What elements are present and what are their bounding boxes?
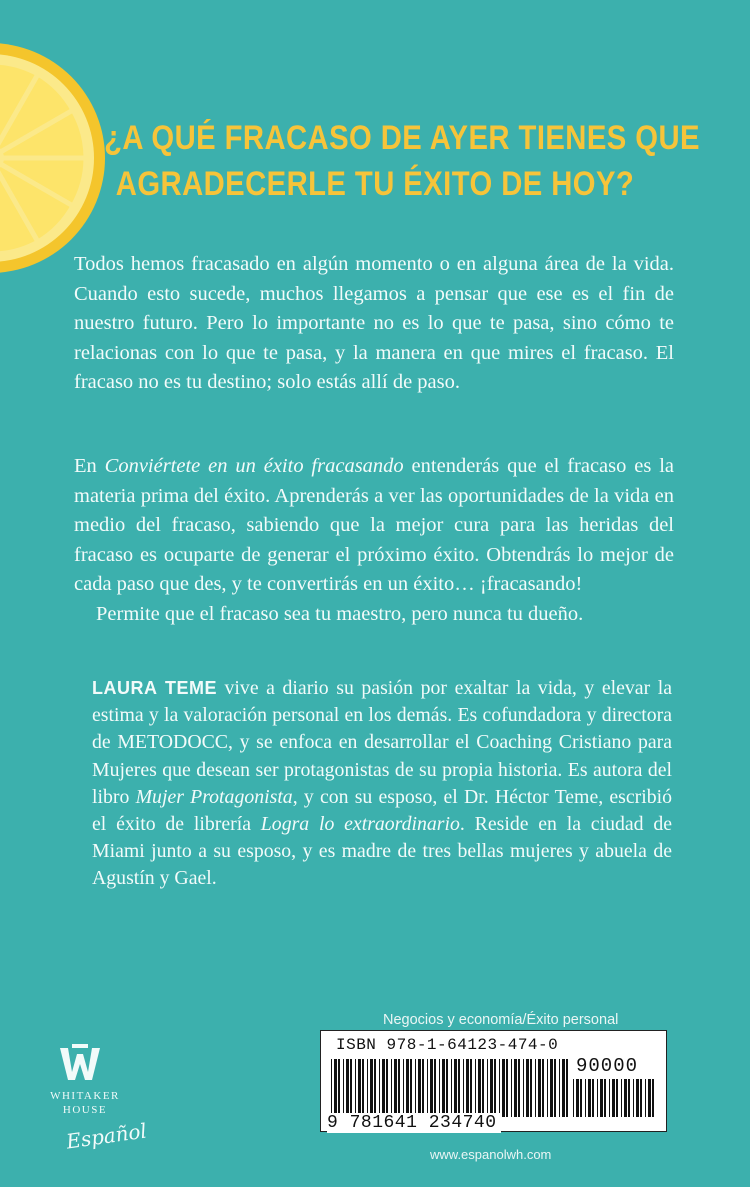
barcode-bar [550, 1059, 553, 1117]
paragraph-book-summary [74, 452, 674, 600]
barcode-bar [494, 1059, 496, 1117]
barcode-bar [430, 1059, 433, 1117]
barcode-bar [394, 1059, 397, 1117]
bio-text-2: , y con su esposo, el Dr. Héctor Teme, escribió el éxito de librería [92, 785, 672, 836]
barcode-bar [439, 1059, 440, 1117]
barcode-bar [616, 1079, 618, 1117]
barcode-main [331, 1059, 571, 1117]
paragraph-motto: Permite que el fracaso sea tu maestro, pero nunca tu dueño. [96, 603, 584, 625]
barcode-bar [418, 1059, 421, 1117]
barcode-bar [609, 1079, 610, 1117]
barcode-bar [478, 1059, 481, 1117]
publisher-name-line-2: HOUSE [62, 1104, 108, 1116]
barcode-bar [633, 1079, 634, 1117]
headline [104, 115, 700, 207]
barcode-bar [415, 1059, 416, 1117]
isbn-text: ISBN 978-1-64123-474-0 [336, 1036, 559, 1054]
barcode-bar [554, 1059, 556, 1117]
barcode-bar [346, 1059, 349, 1117]
barcode-box [320, 1030, 667, 1132]
barcode-bar [410, 1059, 412, 1117]
barcode-bar [506, 1059, 508, 1117]
barcode-bar [518, 1059, 520, 1117]
barcode-bar [511, 1059, 512, 1117]
paragraph-intro: Todos hemos fracasado en algún momento o en alguna área de la vida. Cuando esto sucede, muchos llegamos a pensar que ese es el fin de nuestro futuro. Pero lo importante no es lo que te pasa, sino cómo te relacionas con lo que te pasa, y la manera en que mires el fracaso. El fracaso no es tu destino; solo estás allí de paso. [74, 253, 674, 393]
barcode-bar [422, 1059, 424, 1117]
barcode-bar [573, 1079, 574, 1117]
barcode-bar [434, 1059, 436, 1117]
p2-rest: entenderás que el fracaso es la materia prima del éxito. Aprenderás a ver las oportunidades de la vida en medio del fracaso, sabiendo que la mejor cura para las heridas del fracaso es ocuparte de generar el próximo éxito. Obtendrás lo mejor de cada paso que des, y te convertirás en un éxito… ¡fracasando! [74, 455, 674, 595]
barcode-addon [573, 1079, 655, 1117]
barcode-bar [374, 1059, 376, 1117]
barcode-bar [645, 1079, 646, 1117]
barcode-bar [580, 1079, 582, 1117]
barcode-bar [403, 1059, 404, 1117]
publisher-logo [50, 1044, 160, 1154]
barcode-bar [648, 1079, 651, 1117]
barcode-bar [530, 1059, 532, 1117]
bio-text-3: . Reside en la ciudad de Miami junto a su esposo, y es madre de tres bellas mujeres y abuela de Agustín y Gael. [92, 813, 673, 890]
barcode-bar [499, 1059, 500, 1117]
barcode-bar [514, 1059, 517, 1117]
barcode-bar [451, 1059, 452, 1117]
barcode-bar [379, 1059, 380, 1117]
barcode-bar [386, 1059, 388, 1117]
barcode-bar [526, 1059, 529, 1117]
barcode-bar [382, 1059, 385, 1117]
barcode-bar [343, 1059, 344, 1117]
author-bio [92, 675, 672, 893]
barcode-bar [427, 1059, 428, 1117]
headline-line-1: ¿A QUÉ FRACASO DE AYER TIENES QUE [104, 119, 700, 157]
website-url: www.espanolwh.com [430, 1147, 552, 1162]
barcode-bar [559, 1059, 560, 1117]
barcode-bar [592, 1079, 594, 1117]
barcode-bar [367, 1059, 368, 1117]
barcode-bar [446, 1059, 448, 1117]
bio-book-2: Logra lo extraordinario [260, 813, 460, 836]
barcode-bar [338, 1059, 340, 1117]
barcode-bar [355, 1059, 356, 1117]
barcode-bar [652, 1079, 654, 1117]
barcode-bar [628, 1079, 630, 1117]
barcode-bar [334, 1059, 337, 1117]
barcode-bar [370, 1059, 373, 1117]
barcode-bar [604, 1079, 606, 1117]
barcode-bar [566, 1059, 568, 1117]
barcode-bar [523, 1059, 524, 1117]
p2-lead: En [74, 455, 105, 477]
book-title-inline: Conviértete en un éxito fracasando [104, 455, 404, 477]
publisher-name-line-1: WHITAKER [50, 1090, 120, 1102]
barcode-bar [391, 1059, 392, 1117]
barcode-bar [350, 1059, 352, 1117]
barcode-bar [398, 1059, 400, 1117]
barcode-bar [535, 1059, 536, 1117]
barcode-bar [475, 1059, 476, 1117]
category-label: Negocios y economía/Éxito personal [383, 1012, 619, 1028]
barcode-bar [502, 1059, 505, 1117]
lemon-slice-illustration [0, 40, 105, 275]
bio-book-1: Mujer Protagonista [135, 785, 293, 808]
barcode-bar [624, 1079, 627, 1117]
barcode-bar [576, 1079, 579, 1117]
publisher-script: Español [64, 1118, 149, 1154]
barcode-bar [490, 1059, 493, 1117]
barcode-bar [487, 1059, 488, 1117]
ean-number: 9 781641 234740 [327, 1113, 501, 1133]
barcode-bar [612, 1079, 615, 1117]
barcode-bar [442, 1059, 445, 1117]
barcode-bar [358, 1059, 361, 1117]
barcode-bar [640, 1079, 642, 1117]
barcode-bar [542, 1059, 544, 1117]
barcode-bar [463, 1059, 464, 1117]
barcode-bar [636, 1079, 639, 1117]
barcode-bar [458, 1059, 460, 1117]
barcode-bar [331, 1059, 332, 1117]
price-code: 90000 [576, 1055, 639, 1077]
barcode-bar [482, 1059, 484, 1117]
barcode-bar [621, 1079, 622, 1117]
barcode-bar [406, 1059, 409, 1117]
barcode-bar [454, 1059, 457, 1117]
author-name: LAURA TEME [92, 678, 217, 698]
bio-text-1: vive a diario su pasión por exaltar la vida, y elevar la estima y la valoración personal en los demás. Es cofundadora y directora de METODOCC, y se enfoca en desarrollar el Coaching Cristiano para Mujeres que desean ser protagonistas de su propia historia. Es autora del libro [92, 677, 673, 808]
barcode-bar [362, 1059, 364, 1117]
whitaker-house-icon [58, 1044, 102, 1084]
headline-line-2: AGRADECERLE TU ÉXITO DE HOY? [115, 165, 635, 203]
barcode-bar [470, 1059, 472, 1117]
barcode-bar [466, 1059, 469, 1117]
barcode-bar [600, 1079, 603, 1117]
publisher-name [50, 1089, 120, 1117]
barcode-bar [597, 1079, 598, 1117]
barcode-bar [538, 1059, 541, 1117]
barcode-bar [588, 1079, 591, 1117]
barcode-bar [547, 1059, 548, 1117]
barcode-bar [562, 1059, 565, 1117]
barcode-bar [585, 1079, 586, 1117]
